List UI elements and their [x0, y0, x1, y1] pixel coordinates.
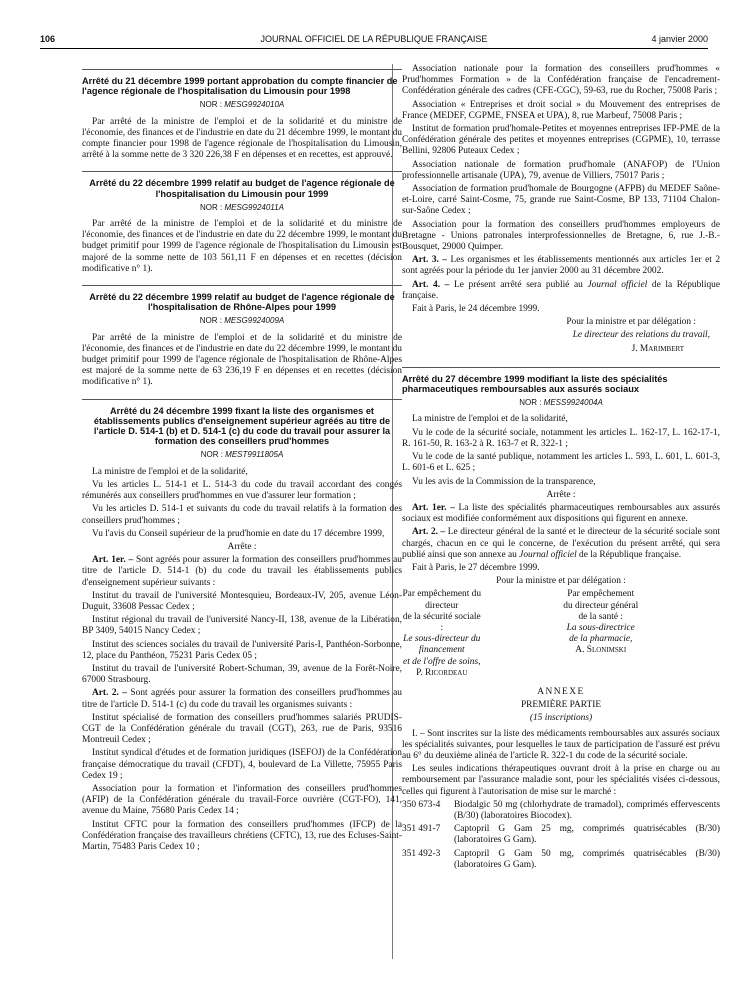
list-item: Institut CFTC pour la formation des conseillers prud'hommes (IFCP) de la Confédération française des travailleurs chrétiens (CFTC), 13, rue des Ecluses-Saint-Martin, 75483 Paris Cedex 10 ; — [82, 819, 402, 852]
arrete-label: Arrête : — [546, 489, 576, 500]
paragraph: I. – Sont inscrites sur la liste des médicaments remboursables aux assurés sociaux les spécialités suivantes, pour lesquelles le taux de participation de l'assuré est prévu au 6° du deuxième alinéa de l'article R. 322-1 du code de la sécurité sociale. — [402, 728, 720, 761]
medication-text: Biodalgic 50 mg (chlorhydrate de tramadol), comprimés effervescents (B/30) (laboratoires Biocodex). — [454, 799, 720, 821]
list-item: Institut syndical d'études et de formation juridiques (ISEFOJ) de la Confédération française démocratique du travail (CFDT), 4, boulevard de La Villette, 75955 Paris Cedex 19 ; — [82, 748, 402, 781]
medication-entry — [402, 800, 720, 822]
cip-code: 351 491-7 — [402, 824, 441, 835]
issue-date: 4 janvier 2000 — [651, 34, 708, 44]
medication-entry — [402, 849, 720, 871]
part-heading: PREMIÈRE PARTIE — [520, 700, 602, 711]
annexe-heading: ANNEXE — [537, 686, 585, 697]
article-separator — [402, 367, 720, 368]
signature-left: Par empêchement du directeur de la sécurité sociale : Le sous-directeur du financement et de l'offre de soins, P. Ricordeau — [402, 589, 482, 678]
article-title: Arrêté du 27 décembre 1999 modifiant la liste des spécialités pharmaceutiques remboursables aux assurés sociaux — [402, 373, 668, 395]
list-item: Association « Entreprises et droit social » du Mouvement des entreprises de France (MEDEF, CGPME, FNSEA et UPA), 8, rue Marbeuf, 75008 Paris ; — [402, 99, 720, 121]
paragraph: La ministre de l'emploi et de la solidarité, — [412, 414, 568, 425]
paragraph: Vu l'avis du Conseil supérieur de la prud'homie en date du 17 décembre 1999, — [92, 528, 385, 539]
list-item: Association nationale pour la formation des conseillers prud'hommes « Prud'hommes Formation » de la Confédération française de l'encadrement-Confédération générale des cadres (CFE-CGC), 59-63, rue du Rocher, 75008 Paris ; — [402, 64, 720, 97]
article-title: Arrêté du 21 décembre 1999 portant approbation du compte financier de l'agence régionale de l'hospitalisation du Limousin pour 1998 — [82, 76, 398, 97]
article-title: Arrêté du 22 décembre 1999 relatif au budget de l'agence régionale de l'hospitalisation de Rhône-Alpes pour 1999 — [89, 292, 395, 313]
list-item: Institut régional du travail de l'université Nancy-II, 138, avenue de la Libération, BP 3409, 54015 Nancy Cedex ; — [82, 615, 402, 637]
paragraph: Les seules indications thérapeutiques ouvrant droit à la prise en charge ou au remboursement par l'assurance maladie sont, pour les spécialités visées ci-dessous, celles qui figurent à l'autorisation de mise sur le marché : — [402, 764, 720, 797]
medication-text: Captopril G Gam 50 mg, comprimés quatrisécables (B/30) (laboratoires G Gam). — [454, 848, 720, 870]
signature-line: Pour la ministre et par délégation : — [496, 576, 626, 587]
list-item: Association de formation prud'homale de Bourgogne (AFPB) du MEDEF Saône-et-Loire, carré Saint-Cosme, 75, grande rue Saint-Cosme, BP 133, 71104 Chalon-sur-Saône Cedex ; — [402, 184, 720, 217]
nor-reference: NOR : MESG9924009A — [199, 316, 285, 326]
list-item: Association pour la formation et l'information des conseillers prud'hommes (AFIP) de la Confédération générale du travail-Force ouvrière (CGT-FO), 141, avenue du Maine, 75680 Paris Cedex 14 ; — [82, 783, 402, 817]
fait-a-paris: Fait à Paris, le 24 décembre 1999. — [412, 304, 540, 315]
inscriptions-count: (15 inscriptions) — [529, 713, 593, 724]
signatory-name: J. Marimbert — [631, 343, 684, 354]
list-item: Institut de formation prud'homale-Petites et moyennes entreprises IFP-PME de la Confédération générale des petites et moyennes entreprises (CGPME), 10, terrasse Bellini, 92806 Puteaux Cedex ; — [402, 124, 720, 157]
nor-reference: NOR : MESG9924011A — [200, 202, 284, 212]
article-body: Par arrêté de la ministre de l'emploi et de la solidarité et du ministre de l'économie, des finances et de l'industrie en date du 21 décembre 1999, le montant du compte financier pour 1998 de l'agence régionale de l'hospitalisation du Limousin, arrêté à la somme nette de 3 320 226,38 F en dépenses et en recettes, est approuvé. — [82, 116, 402, 161]
nor-reference: NOR : MESS9924004A — [519, 398, 603, 408]
article-1: Art. 1er. – Sont agréés pour assurer la formation des conseillers prud'hommes au titre de l'article D. 514-1 (b) du code du travail les établissements publics d'enseignement supérieur suivants : — [82, 555, 402, 588]
signature-title: Le directeur des relations du travail, — [572, 330, 710, 341]
nor-reference: NOR : MESG9924010A — [199, 100, 285, 110]
medication-text: Captopril G Gam 25 mg, comprimés quatrisécables (B/30) (laboratoires G Gam). — [454, 824, 720, 846]
list-item: Association nationale de formation prud'homale (ANAFOP) de l'Union professionnelle artisanale (UPA), 79, avenue de Villiers, 75017 Paris ; — [402, 159, 720, 181]
page-number: 106 — [40, 34, 56, 44]
list-item: Institut des sciences sociales du travail de l'université Paris-I, Panthéon-Sorbonne, 12, place du Panthéon, 75231 Paris Cedex 05 ; — [82, 639, 402, 661]
nor-reference: NOR : MEST9911805A — [200, 450, 284, 460]
cip-code: 350 673-4 — [402, 799, 441, 810]
article-2: Art. 2. – Sont agréés pour assurer la formation des conseillers prud'hommes au titre de l'article D. 514-1 (c) du code du travail les organismes suivants : — [82, 688, 402, 710]
article-title: Arrêté du 22 décembre 1999 relatif au budget de l'agence régionale de l'hospitalisation du Limousin pour 1999 — [89, 178, 395, 199]
article-1: Art. 1er. – La liste des spécialités pharmaceutiques remboursables aux assurés sociaux est modifiée conformément aux dispositions qui figurent en annexe. — [402, 502, 720, 525]
paragraph: Vu les articles D. 514-1 et suivants du code du travail relatifs à la formation des conseillers prud'hommes ; — [82, 504, 402, 526]
article-separator — [82, 399, 402, 400]
list-item: Institut du travail de l'université Robert-Schuman, 39, avenue de la Forêt-Noire, 67000 Strasbourg. — [82, 663, 402, 686]
article-body: Par arrêté de la ministre de l'emploi et de la solidarité et du ministre de l'économie, des finances et de l'industrie en date du 22 décembre 1999, le montant du budget primitif pour 1999 de l'agence régionale de l'hospitalisation du Limousin est majoré de la somme nette de 103 561,11 F en dépenses et en recettes (décision modificative n° 1). — [82, 219, 402, 274]
arrete-label: Arrête : — [227, 541, 257, 552]
paragraph: La ministre de l'emploi et de la solidarité, — [92, 466, 248, 477]
signature-block — [402, 589, 720, 679]
article-4: Art. 4. – Le présent arrêté sera publié au Journal officiel de la République française. — [402, 279, 720, 301]
list-item: Institut spécialisé de formation des conseillers prud'hommes salariés PRUDIS-CGT de la Confédération générale du travail (CGT), 263, rue de Paris, 93516 Montreuil Cedex ; — [82, 712, 402, 746]
left-column — [82, 64, 402, 855]
journal-title: JOURNAL OFFICIEL DE LA RÉPUBLIQUE FRANÇAISE — [260, 34, 488, 44]
article-separator — [82, 285, 402, 286]
signature-right: Par empêchement du directeur général de la santé : La sous-directrice de la pharmacie, A. Slonimski — [563, 589, 639, 656]
paragraph: Vu les articles L. 514-1 et L. 514-3 du code du travail accordant des congés rémunérés aux conseillers prud'hommes en vue d'assurer leur formation ; — [82, 479, 402, 502]
medication-entry — [402, 824, 720, 846]
paragraph: Vu les avis de la Commission de la transparence, — [412, 476, 596, 487]
page-header — [40, 34, 708, 49]
cip-code: 351 492-3 — [402, 848, 441, 859]
article-separator — [82, 171, 402, 172]
paragraph: Vu le code de la santé publique, notamment les articles L. 593, L. 601, L. 601-3, L. 601-6 et L. 625 ; — [402, 452, 720, 474]
right-column — [402, 64, 720, 873]
article-body: Par arrêté de la ministre de l'emploi et de la solidarité et du ministre de l'économie, des finances et de l'industrie en date du 22 décembre 1999, le montant du budget primitif pour 1999 de l'agence régionale de l'hospitalisation de Rhône-Alpes est majoré de la somme nette de 63 236,19 F en dépenses et en recettes (décision modificative n° 1). — [82, 332, 402, 388]
fait-a-paris: Fait à Paris, le 27 décembre 1999. — [412, 562, 540, 573]
article-separator — [82, 69, 402, 70]
paragraph: Vu le code de la sécurité sociale, notamment les articles L. 162-17, L. 162-17-1, R. 161-50, R. 163-2 à R. 163-7 et R. 322-1 ; — [402, 427, 720, 449]
signature-line: Pour la ministre et par délégation : — [566, 317, 696, 328]
list-item: Institut du travail de l'université Montesquieu, Bordeaux-IV, 205, avenue Léon-Duguit, 33608 Pessac Cedex ; — [82, 590, 402, 612]
article-title: Arrêté du 24 décembre 1999 fixant la liste des organismes et établissements publics d'enseignement supérieur agréés au titre de l'article D. 514-1 (b) et D. 514-1 (c) du code du travail pour assurer la formation des conseillers prud'hommes — [93, 405, 391, 447]
article-3: Art. 3. – Les organismes et les établissements mentionnés aux articles 1er et 2 sont agréés pour la période du 1er janvier 2000 au 31 décembre 2002. — [402, 255, 721, 277]
article-2: Art. 2. – Le directeur général de la santé et le directeur de la sécurité sociale sont chargés, chacun en ce qui le concerne, de l'exécution du présent arrêté, qui sera publié ainsi que son annexe au Journal officiel de la République française. — [402, 527, 720, 560]
list-item: Association pour la formation des conseillers prud'hommes employeurs de Bretagne - Unions patronales interprofessionnelles de Bretagne, 6, rue J.-B.-Bousquet, 29000 Quimper. — [402, 219, 720, 253]
